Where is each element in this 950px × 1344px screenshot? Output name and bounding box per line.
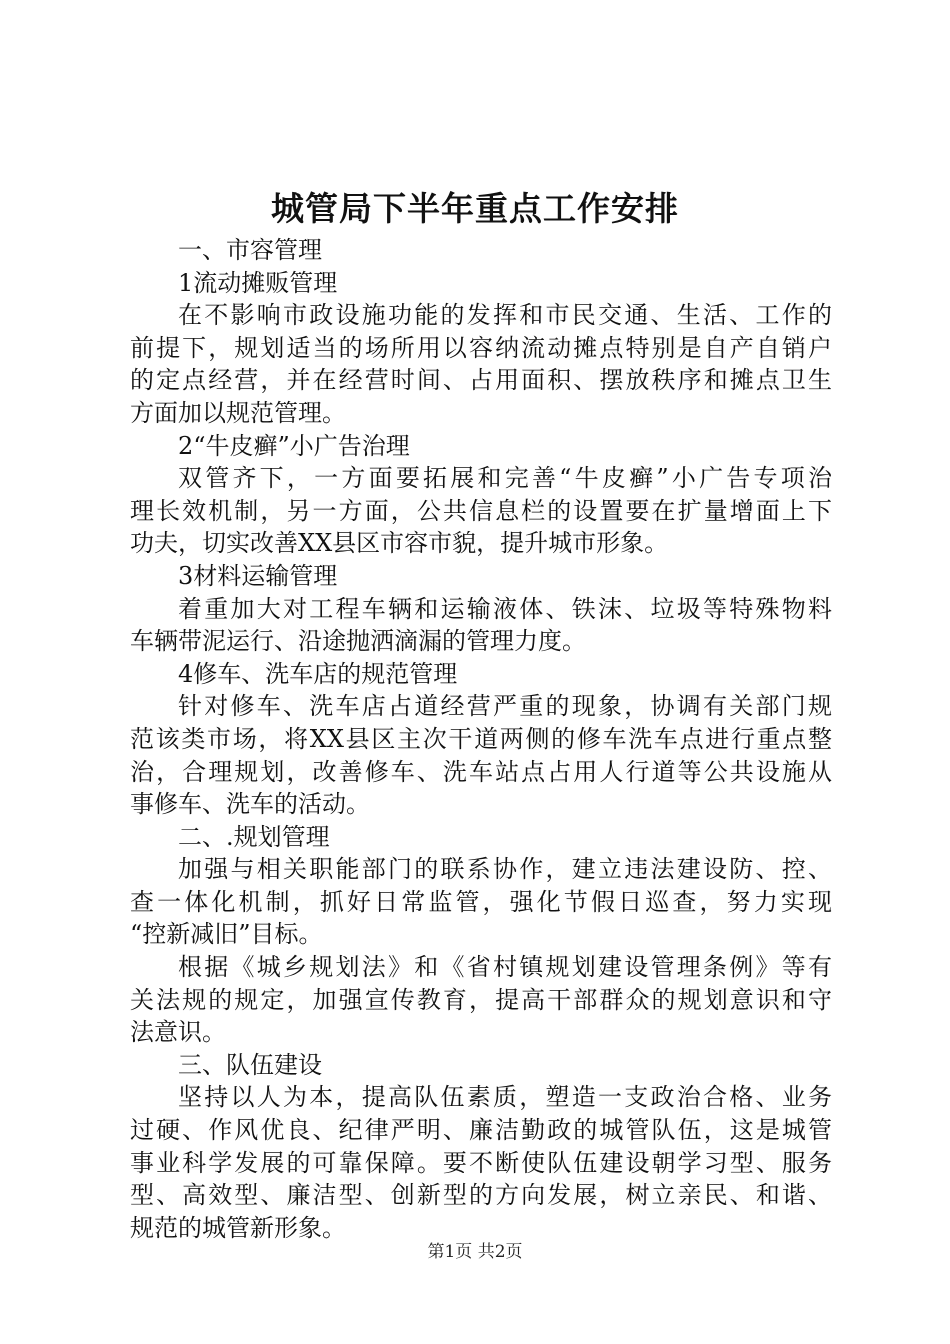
paragraph-line: 理长效机制，另一方面，公共信息栏的设置要在扩量增面上下 — [130, 496, 832, 525]
section-heading: 二、.规划管理 — [178, 822, 330, 851]
paragraph-line: 坚持以人为本，提高队伍素质，塑造一支政治合格、业务 — [178, 1083, 832, 1112]
paragraph-line: 规范的城管新形象。 — [130, 1213, 346, 1242]
paragraph-line: 事修车、洗车的活动。 — [130, 790, 370, 819]
paragraph-line: 过硬、作风优良、纪律严明、廉洁勤政的城管队伍，这是城管 — [130, 1116, 832, 1145]
paragraph-line: 治，合理规划，改善修车、洗车站点占用人行道等公共设施从 — [130, 757, 832, 786]
paragraph-line: 在不影响市政设施功能的发挥和市民交通、生活、工作的 — [178, 301, 832, 330]
paragraph-line: 双管齐下，一方面要拓展和完善“牛皮癣”小广告专项治 — [178, 464, 832, 493]
paragraph-line: 的定点经营，并在经营时间、占用面积、摆放秩序和摊点卫生 — [130, 366, 832, 395]
paragraph-line: 关法规的规定，加强宣传教育，提高干部群众的规划意识和守 — [130, 985, 832, 1014]
paragraph-line: “控新减旧”目标。 — [130, 920, 323, 949]
paragraph-line: 功夫，切实改善XX县区市容市貌，提升城市形象。 — [130, 529, 669, 558]
subsection-heading: 2“牛皮癣”小广告治理 — [178, 431, 410, 460]
page-footer: 第1页 共2页 — [427, 1242, 523, 1262]
paragraph-line: 查一体化机制，抓好日常监管，强化节假日巡查，努力实现 — [130, 887, 832, 916]
paragraph-line: 前提下，规划适当的场所用以容纳流动摊点特别是自产自销户 — [130, 333, 832, 362]
paragraph-line: 事业科学发展的可靠保障。要不断使队伍建设朝学习型、服务 — [130, 1148, 832, 1177]
paragraph-line: 法意识。 — [130, 1018, 226, 1047]
document-body — [130, 234, 832, 1244]
paragraph-line: 型、高效型、廉洁型、创新型的方向发展，树立亲民、和谐、 — [130, 1181, 832, 1210]
paragraph-line: 针对修车、洗车店占道经营严重的现象，协调有关部门规 — [178, 692, 832, 721]
paragraph-line: 范该类市场，将XX县区主次干道两侧的修车洗车点进行重点整 — [130, 724, 832, 753]
paragraph-line: 车辆带泥运行、沿途抛洒滴漏的管理力度。 — [130, 627, 586, 656]
paragraph-line: 方面加以规范管理。 — [130, 398, 346, 427]
subsection-heading: 1流动摊贩管理 — [178, 268, 338, 297]
paragraph-line: 根据《城乡规划法》和《省村镇规划建设管理条例》等有 — [178, 953, 832, 982]
paragraph-line: 加强与相关职能部门的联系协作，建立违法建设防、控、 — [178, 855, 832, 884]
section-heading: 三、队伍建设 — [178, 1050, 322, 1079]
paragraph-line: 着重加大对工程车辆和运输液体、铁沫、垃圾等特殊物料 — [178, 594, 832, 623]
subsection-heading: 4修车、洗车店的规范管理 — [178, 659, 458, 688]
document-title: 城管局下半年重点工作安排 — [271, 189, 679, 228]
section-heading: 一、市容管理 — [178, 236, 322, 264]
subsection-heading: 3材料运输管理 — [178, 561, 338, 590]
